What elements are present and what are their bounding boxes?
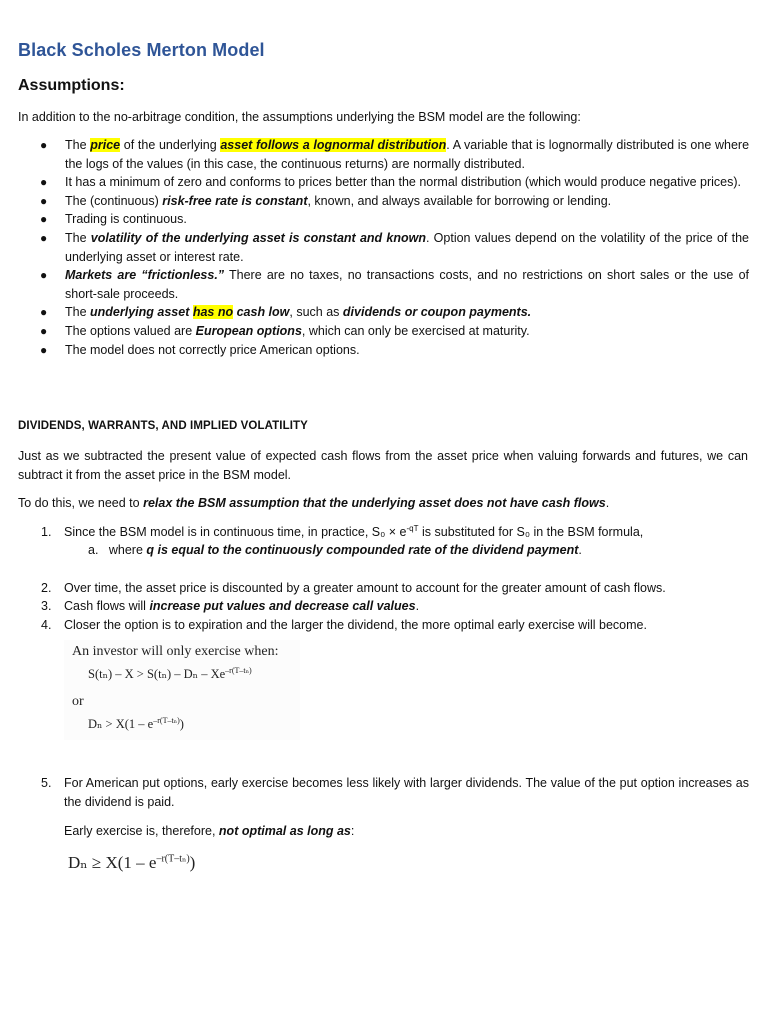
list-item: 4. Closer the option is to expiration and the larger the dividend, the more optimal early exercise will become. [41,618,647,632]
highlight: price [90,138,121,152]
list-item: ● The volatility of the underlying asset is constant and known. Option values depend on the volatility of the price of the underlying asset or interest rate. [40,230,749,264]
paragraph-relax: To do this, we need to relax the BSM assumption that the underlying asset does not have cash flows. [18,496,610,510]
list-item: ● The options valued are European options, which can only be exercised at maturity. [18,322,749,341]
bullet-icon: ● [40,212,48,227]
paragraph-early-exercise: Early exercise is, therefore, not optimal as long as: [64,824,355,838]
section-heading: DIVIDENDS, WARRANTS, AND IMPLIED VOLATILITY [18,420,308,432]
formula-caption: An investor will only exercise when: [72,644,279,659]
formula-inequality: $D_n > X(1 - e^{-r(T-t_n)})$ [88,715,184,731]
paragraph-cash-flows: Just as we subtracted the present value of expected cash flows from the asset price when valuing forwards and futures, we can subtract it from the asset price in the BSM model. [18,449,748,482]
list-item: ● It has a minimum of zero and conforms to prices better than the normal distribution (which would produce negative prices). [18,173,749,192]
final-formula: $D_n \ge X(1 - e^{-r(T-t_n)})$ [68,853,196,872]
assumptions-heading: Assumptions: [18,77,125,94]
bullet-icon: ● [40,323,48,338]
bullet-icon: ● [40,305,48,320]
intro-paragraph: In addition to the no-arbitrage condition, the assumptions underlying the BSM model are the following: [18,110,581,124]
list-item: ● Trading is continuous. [18,210,749,229]
list-item: ● The (continuous) risk-free rate is constant, known, and always available for borrowing or lending. [18,192,749,211]
bullet-icon: ● [40,268,48,283]
list-item: ● The model does not correctly price American options. [18,341,749,360]
list-item: 2. Over time, the asset price is discounted by a greater amount to account for the greater amount of cash flows. [41,581,666,595]
list-item: 3. Cash flows will increase put values and decrease call values. [41,599,420,613]
bullet-icon: ● [40,342,48,357]
list-item: ● The underlying asset has no cash low, such as dividends or coupon payments. [18,303,749,322]
page-title: Black Scholes Merton Model [18,40,265,60]
highlight: asset follows a lognormal distribution [220,138,447,152]
formula-figure [64,640,300,740]
list-item: 5. For American put options, early exercise becomes less likely with larger dividends. The value of the put option increases as the dividend is paid. [41,776,749,809]
bullet-icon: ● [40,230,48,245]
list-item: ● The price of the underlying asset follows a lognormal distribution. A variable that is lognormally distributed is one where the logs of the values (in this case, the continuous returns) are normally distributed. [40,138,750,171]
list-item: ● Markets are “frictionless.” There are no taxes, no transactions costs, and no restrictions on short sales or the use of short-sale proceeds. [40,268,749,301]
list-item: 1. Since the BSM model is in continuous time, in practice, $S_0 \times e^{-qT}$ is substituted for S₀ in the BSM formula, [41,523,644,539]
list-item: a. where q is equal to the continuously compounded rate of the dividend payment. [88,543,582,557]
bullet-icon: ● [40,193,48,208]
assumptions-list [18,136,749,359]
bullet-icon: ● [40,138,48,152]
formula-or: or [72,694,84,709]
formula-inequality: $S(t_n) - X > S(t_n) - D_n - Xe^{-r(T-t_n)}$ [88,665,252,681]
bullet-icon: ● [40,175,48,190]
